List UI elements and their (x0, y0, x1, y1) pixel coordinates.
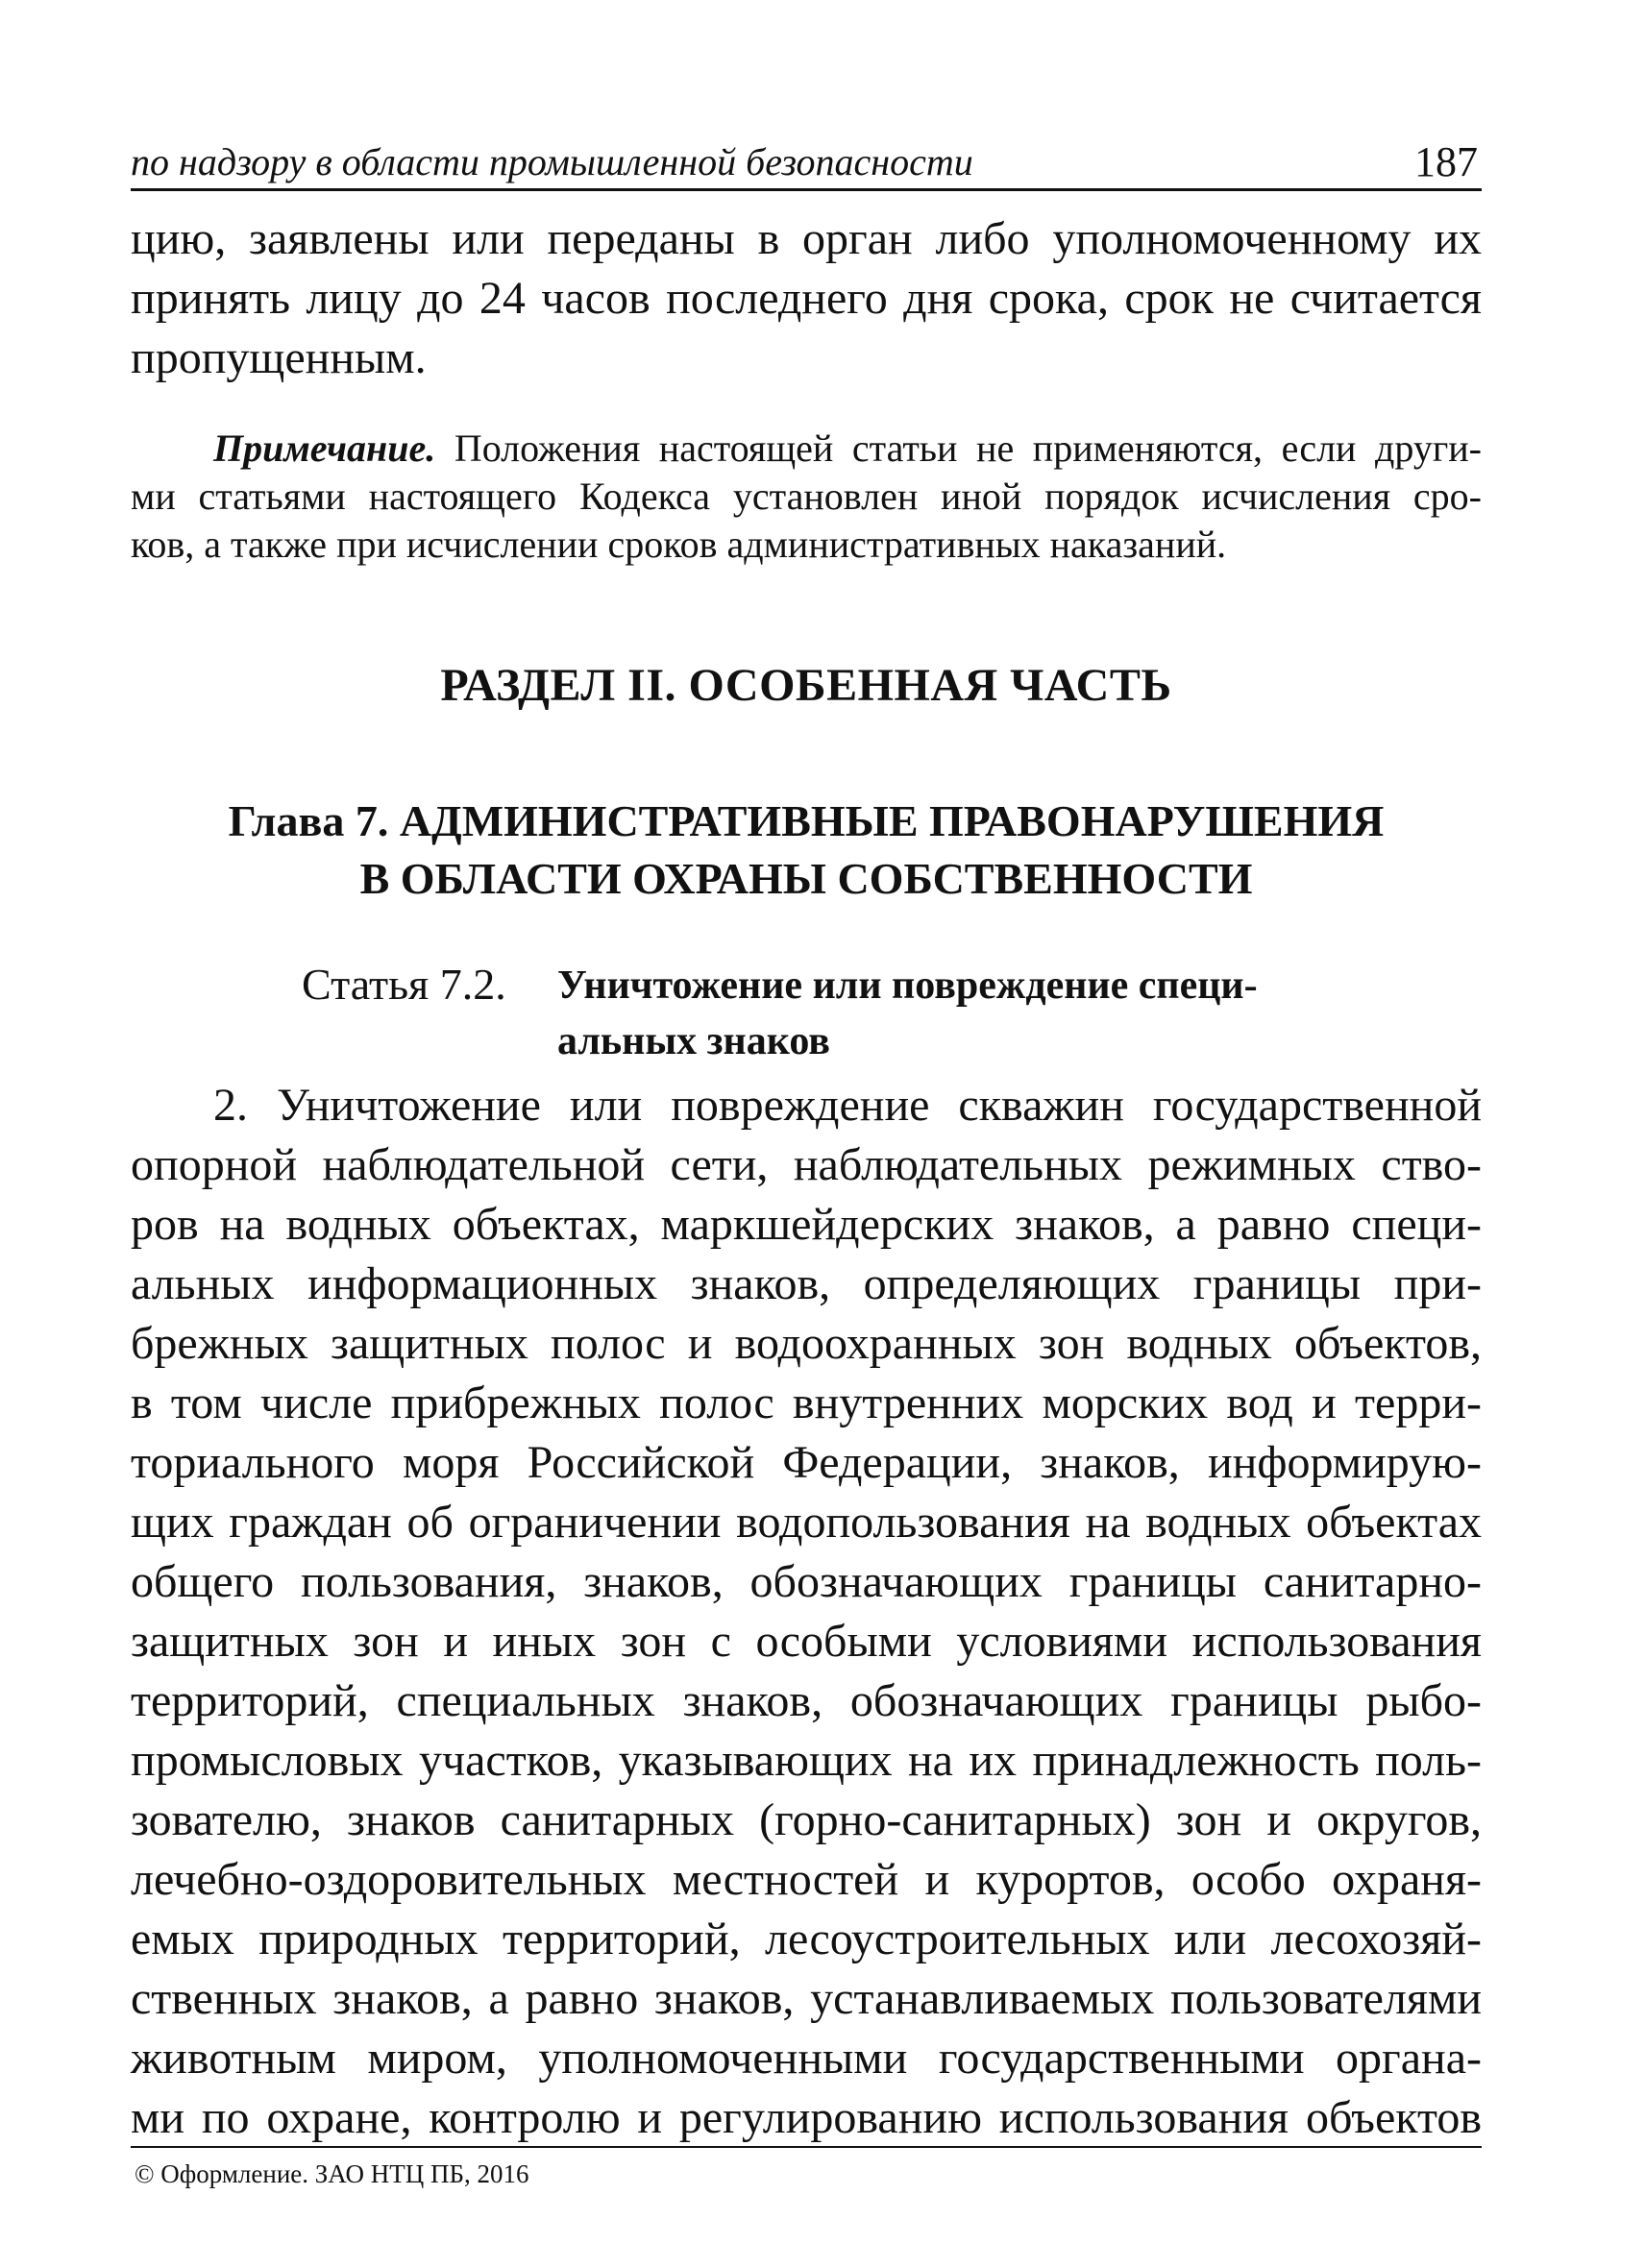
paragraph-line: альных информационных знаков, определяющих границы при- (131, 1258, 1482, 1309)
paragraph-line: емых природных территорий, лесоустроительных или лесохозяй- (131, 1914, 1482, 1964)
paragraph-line: щих граждан об ограничении водопользования на водных объектах (131, 1497, 1482, 1548)
paragraph-line: ми по охране, контролю и регулированию использования объектов (131, 2092, 1482, 2143)
note-label: Примечание. (213, 427, 436, 470)
paragraph-line: ственных знаков, а равно знаков, устанавливаемых пользователями (131, 1973, 1482, 2024)
note-line (131, 425, 1482, 473)
paragraph-line: цию, заявлены или переданы в орган либо уполномоченному их (131, 213, 1482, 264)
article-number: Статья 7.2. (302, 960, 506, 1009)
continuation-paragraph (131, 209, 1482, 388)
article-title (557, 958, 1345, 1069)
paragraph-line: территорий, специальных знаков, обозначающих границы рыбо- (131, 1675, 1482, 1726)
paragraph-line: защитных зон и иных зон с особыми условиями использования (131, 1616, 1482, 1667)
paragraph-line: зователю, знаков санитарных (горно-санитарных) зон и округов, (131, 1794, 1482, 1845)
paragraph-line: пропущенным. (131, 332, 427, 383)
paragraph-line: лечебно-оздоровительных местностей и курортов, особо охраня- (131, 1854, 1482, 1905)
paragraph-line: промысловых участков, указывающих на их принадлежность поль- (131, 1735, 1482, 1786)
note-line: ков, а также при исчислении сроков административных наказаний. (131, 523, 1227, 566)
paragraph-line: ториального моря Российской Федерации, знаков, информирую- (131, 1437, 1482, 1488)
article-title-line: Уничтожение или повреждение специ- (557, 963, 1258, 1008)
section-title: РАЗДЕЛ II. ОСОБЕННАЯ ЧАСТЬ (440, 660, 1172, 711)
note-text: Положения настоящей статьи не применяются, если други- (454, 427, 1482, 470)
paragraph-line: животным миром, уполномоченными государственными органа- (131, 2033, 1482, 2084)
paragraph-line: принять лицу до 24 часов последнего дня срока, срок не считается (131, 273, 1482, 324)
footer-divider (131, 2146, 1482, 2148)
footer-copyright: © Оформление. ЗАО НТЦ ПБ, 2016 (135, 2159, 529, 2188)
page-number: 187 (1414, 138, 1478, 185)
running-header (131, 134, 1482, 191)
paragraph-line: опорной наблюдательной сети, наблюдательных режимных ство- (131, 1139, 1482, 1190)
paragraph-line: 2. Уничтожение или повреждение скважин государственной (213, 1080, 1482, 1131)
chapter-title-line: В ОБЛАСТИ ОХРАНЫ СОБСТВЕННОСТИ (359, 854, 1253, 903)
paragraph-line: ров на водных объектах, маркшейдерских знаков, а равно специ- (131, 1199, 1482, 1250)
paragraph-line: общего пользования, знаков, обозначающих границы санитарно- (131, 1556, 1482, 1607)
running-title: по надзору в области промышленной безопасности (131, 140, 973, 183)
article-title-line: альных знаков (557, 1019, 830, 1063)
article-paragraph (131, 1076, 1482, 2148)
paragraph-line: в том числе прибрежных полос внутренних морских вод и терри- (131, 1378, 1482, 1428)
chapter-title (131, 793, 1482, 908)
paragraph-line: брежных защитных полос и водоохранных зон водных объектов, (131, 1318, 1482, 1369)
note-line: ми статьями настоящего Кодекса установлен иной порядок исчисления сро- (131, 475, 1482, 518)
note-paragraph (131, 425, 1482, 569)
chapter-title-line: Глава 7. АДМИНИСТРАТИВНЫЕ ПРАВОНАРУШЕНИЯ (228, 796, 1385, 845)
